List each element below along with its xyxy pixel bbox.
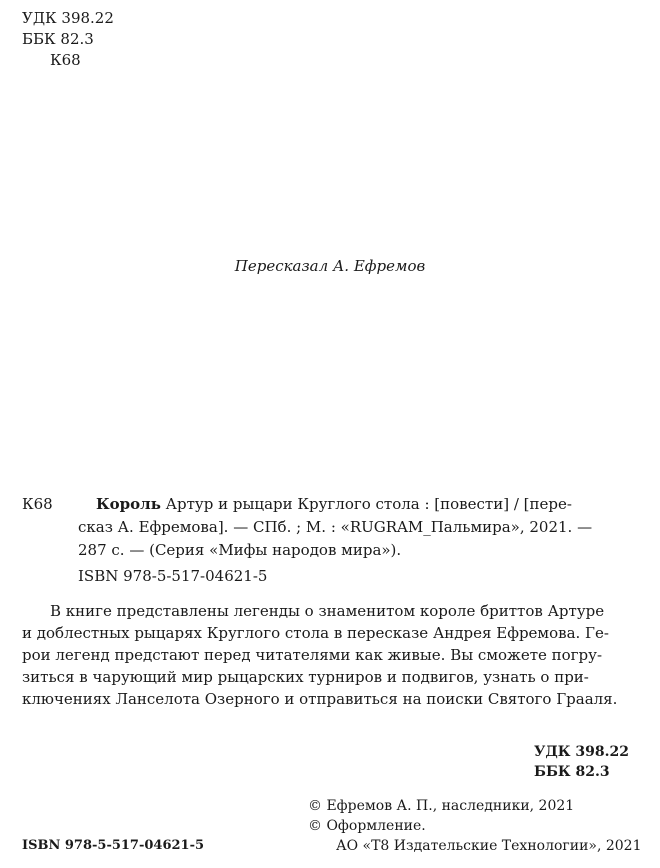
annotation-line: рои легенд предстают перед читателями как живые. Вы сможете погру-	[22, 646, 603, 664]
copyright-publisher: АО «Т8 Издательские Технологии», 2021	[336, 838, 642, 854]
author-mark: К68	[50, 51, 81, 69]
isbn-bottom: ISBN 978-5-517-04621-5	[22, 838, 205, 853]
entry-author-mark: К68	[22, 495, 53, 513]
entry-line-1-rest: Артур и рыцари Круглого стола : [повести] / [пере-	[160, 495, 572, 513]
copyright-design: © Оформление.	[308, 818, 426, 834]
entry-line-2: сказ А. Ефремова]. — СПб. ; М. : «RUGRAM_Пальмира», 2021. —	[78, 518, 593, 536]
reteller-credit: Пересказал А. Ефремов	[234, 257, 426, 275]
entry-title-bold: Король	[96, 495, 161, 513]
copyright-author: © Ефремов А. П., наследники, 2021	[308, 798, 575, 814]
entry-line-1	[96, 493, 572, 516]
copyright-block	[308, 796, 642, 856]
bbk-code-bottom: ББК 82.3	[534, 764, 610, 780]
annotation-line: В книге представлены легенды о знаменитом короле бриттов Артуре	[50, 602, 605, 620]
annotation-line: ключениях Ланселота Озерного и отправиться на поиски Святого Грааля.	[22, 690, 618, 708]
bottom-classification-codes	[534, 742, 629, 782]
annotation	[22, 600, 636, 710]
bbk-code: ББК 82.3	[22, 30, 94, 48]
entry-isbn: ISBN 978-5-517-04621-5	[78, 567, 268, 585]
annotation-line: и доблестных рыцарях Круглого стола в пересказе Андрея Ефремова. Ге-	[22, 624, 609, 642]
top-classification-codes	[22, 8, 114, 71]
udk-code-bottom: УДК 398.22	[534, 744, 629, 760]
entry-line-3: 287 с. — (Серия «Мифы народов мира»).	[78, 541, 402, 559]
udk-code: УДК 398.22	[22, 9, 114, 27]
annotation-line: зиться в чарующий мир рыцарских турниров и подвигов, узнать о при-	[22, 668, 589, 686]
